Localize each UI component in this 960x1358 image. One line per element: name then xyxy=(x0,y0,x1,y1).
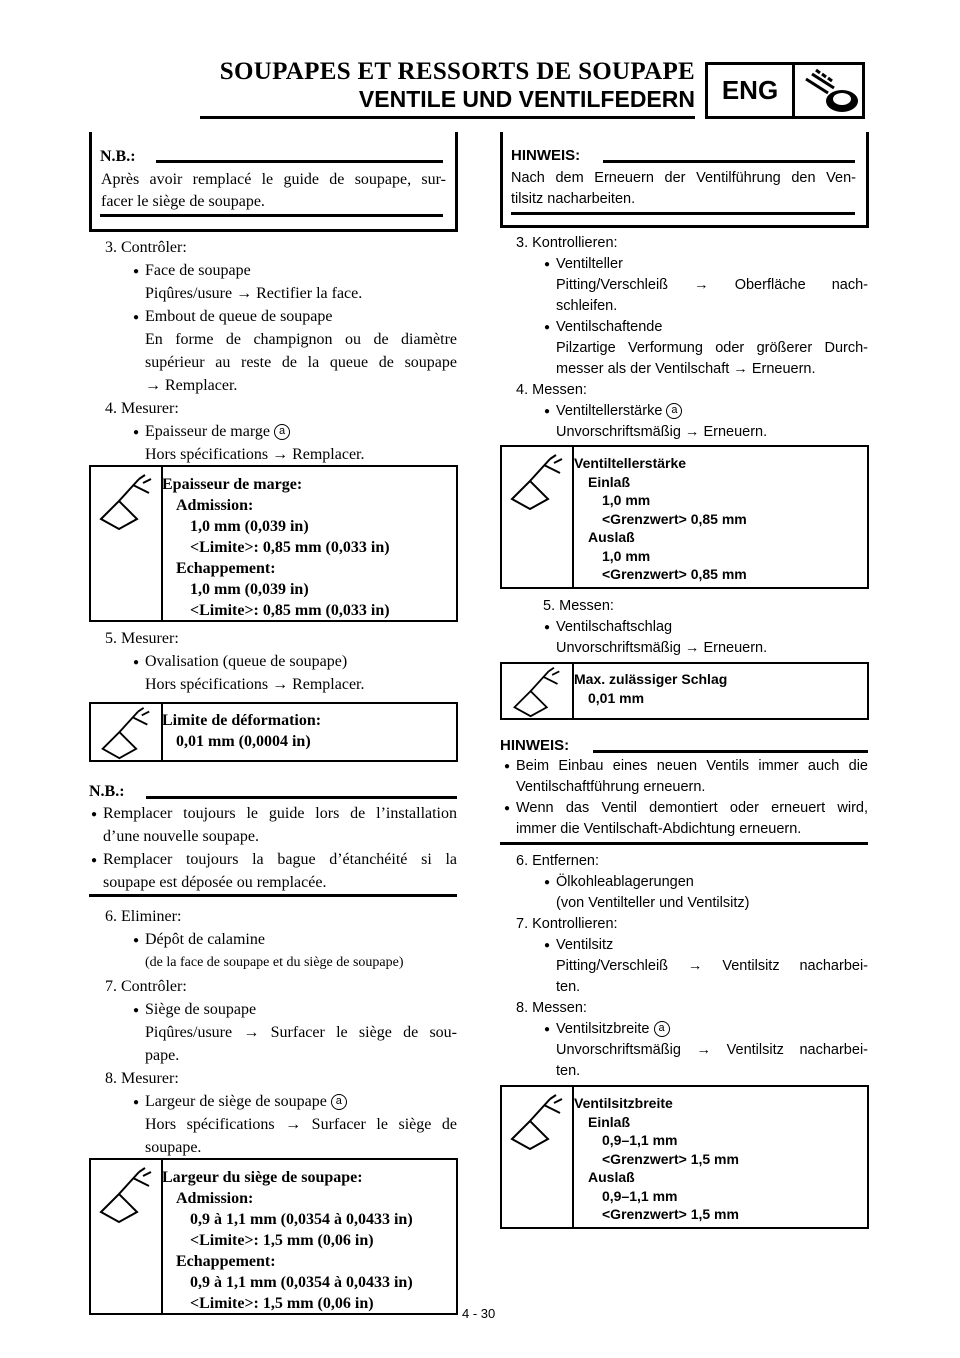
de-step4-bullet1 xyxy=(556,401,682,422)
fr-spec3-exhaust-value: 0,9 à 1,1 mm (0,0354 à 0,0433 in) xyxy=(190,1274,413,1291)
fr-note1-line1: Après avoir remplacé le guide de soupape, sur- xyxy=(101,171,446,188)
fr-step7-bullet1-detail1: Piqûres/usure → Surfacer le siège de sou- xyxy=(145,1024,457,1041)
de-spec1-exhaust: Auslaß xyxy=(588,529,635,545)
de-step3-bullet2-detail2: messer als der Ventilschaft → Erneuern. xyxy=(556,361,816,377)
fr-spec2-text xyxy=(162,710,321,752)
fr-note2-heading: N.B.: xyxy=(89,783,125,800)
de-spec1-intake-limit: <Grenzwert> 0,85 mm xyxy=(602,510,747,527)
fr-step8-bullet1 xyxy=(145,1091,347,1113)
de-step3-bullet1-detail1: Pitting/Verschleiß → Oberfläche nach- xyxy=(556,277,868,293)
de-step8-bullet1-detail2: ten. xyxy=(556,1063,581,1079)
de-spec2-title: Max. zulässiger Schlag xyxy=(574,671,728,687)
de-step6-bullet1-detail: (von Ventilteller und Ventilsitz) xyxy=(556,895,750,911)
header-rule xyxy=(200,116,695,119)
de-note2-heading: HINWEIS: xyxy=(500,737,570,754)
page-number: 4 - 30 xyxy=(462,1306,496,1321)
fr-step3-bullet2: ● Embout de queue de soupape xyxy=(145,306,333,328)
de-spec3-exhaust-value: 0,9–1,1 mm xyxy=(602,1187,678,1204)
de-spec1-intake: Einlaß xyxy=(588,473,631,490)
fr-spec3-intake-value: 0,9 à 1,1 mm (0,0354 à 0,0433 in) xyxy=(190,1211,413,1228)
de-step3-heading: 3. Kontrollieren: xyxy=(516,235,618,251)
de-note2-bottom-rule xyxy=(500,842,868,845)
fr-step4-heading: 4. Mesurer: xyxy=(105,400,179,417)
wrench-spec-icon xyxy=(506,666,566,718)
de-note1-bottom-rule xyxy=(511,212,855,215)
fr-spec3-exhaust: Echappement: xyxy=(176,1253,276,1270)
de-note1-rule xyxy=(603,160,855,163)
fr-step8-mark: a xyxy=(331,1094,347,1110)
fr-step6-bullet1-detail: (de la face de soupape et du siège de soupape) xyxy=(145,955,404,970)
fr-step3-heading: 3. Contrôler: xyxy=(105,239,187,256)
de-step6-heading: 6. Entfernen: xyxy=(516,853,600,869)
de-step7-bullet1: ● Ventilsitz xyxy=(556,935,613,956)
fr-step7-heading: 7. Contrôler: xyxy=(105,978,187,995)
fr-note1-line2: facer le siège de soupape. xyxy=(101,193,265,210)
de-step3-bullet2: ● Ventilschaftende xyxy=(556,317,662,338)
de-note1-line1: Nach dem Erneuern der Ventilführung den Ven- xyxy=(511,170,856,186)
header-title-fr: SOUPAPES ET RESSORTS DE SOUPAPE xyxy=(219,58,695,85)
de-spec3-title: Ventilsitzbreite xyxy=(574,1095,673,1111)
de-note2-rule xyxy=(593,750,868,753)
fr-step4-bullet1 xyxy=(145,421,290,443)
de-step3-bullet1-detail2: schleifen. xyxy=(556,298,618,314)
fr-step5-heading: 5. Mesurer: xyxy=(105,630,179,647)
fr-spec3-title: Largeur du siège de soupape: xyxy=(162,1169,363,1186)
de-step6-bullet1: ● Ölkohleablagerungen xyxy=(556,872,694,893)
de-step3-bullet1: ● Ventilteller xyxy=(556,254,623,275)
de-spec3-intake: Einlaß xyxy=(588,1113,631,1130)
de-spec3-exhaust-limit: <Grenzwert> 1,5 mm xyxy=(602,1206,739,1222)
de-spec2-value: 0,01 mm xyxy=(588,689,645,706)
fr-note2-rule xyxy=(146,796,457,799)
fr-spec1-exhaust: Echappement: xyxy=(176,560,276,577)
de-step4-heading: 4. Messen: xyxy=(516,382,587,398)
de-step7-bullet1-detail2: ten. xyxy=(556,979,581,995)
de-note2-bullet1-line1: ● Beim Einbau eines neuen Ventils immer auch die xyxy=(516,756,868,777)
wrench-spec-icon xyxy=(506,453,566,511)
fr-note2-bullet1-line2: d’une nouvelle soupape. xyxy=(103,828,259,845)
fr-spec3-text xyxy=(162,1167,413,1314)
de-step8-mark: a xyxy=(654,1021,670,1037)
fr-step5-bullet1-detail: Hors spécifications → Remplacer. xyxy=(145,676,365,693)
fr-step8-bullet1-detail2: soupape. xyxy=(145,1139,202,1156)
de-step7-heading: 7. Kontrollieren: xyxy=(516,916,618,932)
fr-step8-bullet1-text: Largeur de siège de soupape xyxy=(145,1093,327,1110)
section-badge xyxy=(705,62,865,119)
fr-spec3-exhaust-limit: <Limite>: 1,5 mm (0,06 in) xyxy=(190,1295,374,1312)
de-spec3-intake-value: 0,9–1,1 mm xyxy=(602,1132,678,1148)
de-step4-bullet1-detail: Unvorschriftsmäßig → Erneuern. xyxy=(556,424,768,440)
de-note1-line2: tilsitz nacharbeiten. xyxy=(511,191,636,207)
fr-note1-bottom-rule xyxy=(100,214,443,217)
de-spec1-text xyxy=(574,454,747,584)
fr-spec1-text xyxy=(162,474,390,621)
fr-step3-bullet2-detail2: supérieur au reste de la queue de soupape xyxy=(145,354,457,371)
de-step5-heading: 5. Messen: xyxy=(543,598,614,614)
fr-step3-bullet1: ● Face de soupape xyxy=(145,260,251,282)
fr-spec1-intake-value: 1,0 mm (0,039 in) xyxy=(190,518,309,535)
de-spec3-exhaust: Auslaß xyxy=(588,1169,635,1185)
fr-spec1-exhaust-value: 1,0 mm (0,039 in) xyxy=(190,581,309,598)
fr-step3-bullet2-detail1: En forme de champignon ou de diamètre xyxy=(145,331,457,348)
de-step4-bullet1-text: Ventiltellerstärke xyxy=(556,403,663,419)
de-step8-bullet1 xyxy=(556,1019,670,1040)
de-note2-bullet1-line2: Ventilschaftführung erneuern. xyxy=(516,779,706,795)
de-spec1-title: Ventiltellerstärke xyxy=(574,455,687,471)
fr-spec1-exhaust-limit: <Limite>: 0,85 mm (0,033 in) xyxy=(190,602,390,619)
wrench-spec-icon xyxy=(95,706,155,760)
fr-step7-bullet1: ● Siège de soupape xyxy=(145,999,256,1021)
de-step8-bullet1-text: Ventilsitzbreite xyxy=(556,1021,650,1037)
fr-spec1-intake: Admission: xyxy=(176,497,254,514)
fr-step8-bullet1-detail1: Hors spécifications → Surfacer le siège de xyxy=(145,1116,457,1133)
fr-spec2-value: 0,01 mm (0,0004 in) xyxy=(176,733,311,750)
de-step4-mark: a xyxy=(666,403,682,419)
de-step5-bullet1-detail: Unvorschriftsmäßig → Erneuern. xyxy=(556,640,768,656)
de-step5-bullet1: ● Ventilschaftschlag xyxy=(556,617,672,638)
wrench-spec-icon xyxy=(506,1093,566,1151)
de-step7-bullet1-detail1: Pitting/Verschleiß → Ventilsitz nacharbei- xyxy=(556,958,868,974)
fr-step4-mark: a xyxy=(274,424,290,440)
wrench-spec-icon xyxy=(95,1166,155,1224)
de-spec1-exhaust-value: 1,0 mm xyxy=(602,547,651,564)
de-note1-heading: HINWEIS: xyxy=(511,147,581,164)
fr-spec3-intake-limit: <Limite>: 1,5 mm (0,06 in) xyxy=(190,1232,374,1249)
fr-step5-bullet1: ● Ovalisation (queue de soupape) xyxy=(145,651,347,673)
fr-step3-bullet2-detail3: → Remplacer. xyxy=(145,377,238,394)
fr-spec3-intake: Admission: xyxy=(176,1190,254,1207)
de-step8-bullet1-detail1: Unvorschriftsmäßig → Ventilsitz nacharbei- xyxy=(556,1042,868,1058)
de-spec2-text xyxy=(574,670,727,707)
fr-step6-bullet1: ● Dépôt de calamine xyxy=(145,929,265,951)
de-note2-bullet2-line1: ● Wenn das Ventil demontiert oder erneuert wird, xyxy=(516,798,868,819)
fr-note1-rule xyxy=(156,160,443,163)
fr-step7-bullet1-detail2: pape. xyxy=(145,1047,180,1064)
de-spec3-intake-limit: <Grenzwert> 1,5 mm xyxy=(602,1150,739,1167)
de-step8-heading: 8. Messen: xyxy=(516,1000,587,1016)
fr-step8-heading: 8. Mesurer: xyxy=(105,1070,179,1087)
fr-spec2-title: Limite de déformation: xyxy=(162,712,322,729)
fr-note2-bullet1-line1: ● Remplacer toujours le guide lors de l’installation xyxy=(103,803,457,825)
de-step3-bullet2-detail1: Pilzartige Verformung oder größerer Durch- xyxy=(556,340,868,356)
de-note2-bullet2-line2: immer die Ventilschaft-Abdichtung erneuern. xyxy=(516,821,802,837)
wrench-spec-icon xyxy=(95,473,155,531)
fr-step4-bullet1-detail: Hors spécifications → Remplacer. xyxy=(145,446,365,463)
de-spec1-intake-value: 1,0 mm xyxy=(602,492,651,508)
header-title-de: VENTILE UND VENTILFEDERN xyxy=(358,86,695,112)
fr-step6-heading: 6. Eliminer: xyxy=(105,908,182,925)
fr-spec1-title: Epaisseur de marge: xyxy=(162,476,303,493)
section-badge-label: ENG xyxy=(708,65,795,116)
fr-step3-bullet1-detail: Piqûres/usure → Rectifier la face. xyxy=(145,285,363,302)
fr-note2-bullet2-line1: ● Remplacer toujours la bague d’étanchéité si la xyxy=(103,849,457,871)
fr-note2-bullet2-line2: soupape est déposée ou remplacée. xyxy=(103,874,327,891)
fr-spec1-intake-limit: <Limite>: 0,85 mm (0,033 in) xyxy=(190,539,390,556)
engine-valve-icon xyxy=(798,68,860,114)
de-spec1-exhaust-limit: <Grenzwert> 0,85 mm xyxy=(602,566,747,582)
fr-step4-bullet1-text: Epaisseur de marge xyxy=(145,423,270,440)
fr-note1-heading: N.B.: xyxy=(100,148,136,165)
fr-note2-bottom-rule xyxy=(89,894,457,897)
de-spec3-text xyxy=(574,1094,739,1224)
